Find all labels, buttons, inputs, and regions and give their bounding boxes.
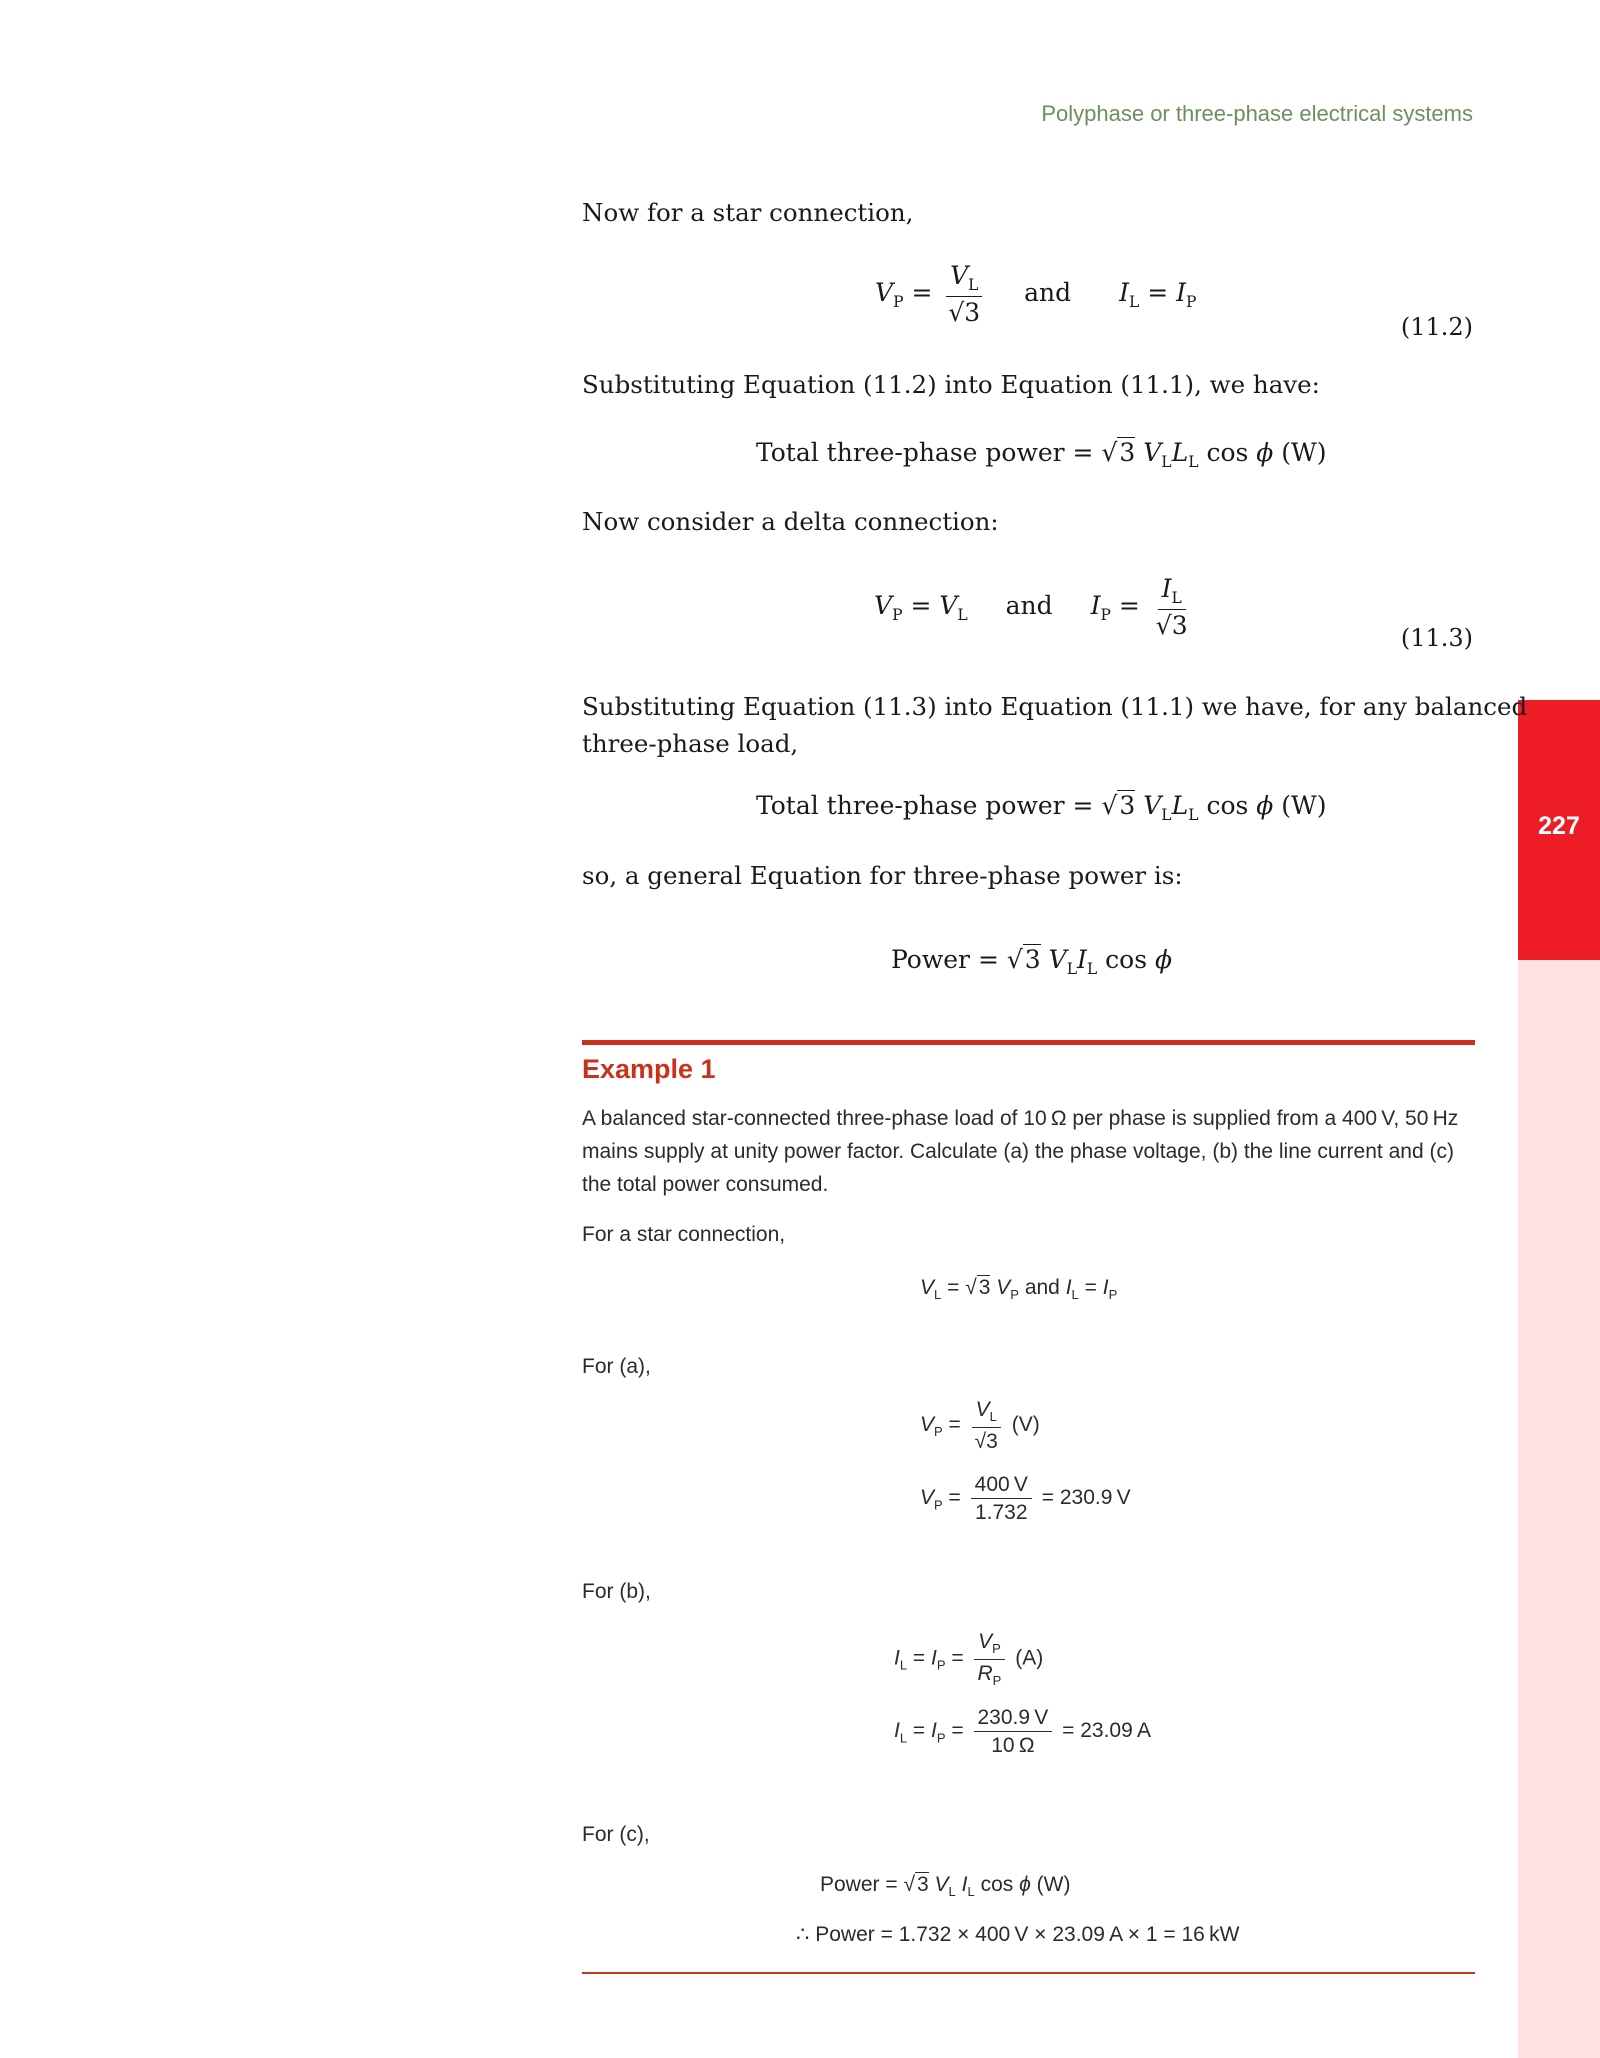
general-equation-intro: so, a general Equation for three-phase power is:	[582, 861, 1183, 890]
example-problem-line3: the total power consumed.	[582, 1173, 829, 1196]
example-vp-calculation: $V_P$ = $\frac{400 V}{1.732}$ = 230.9 V	[920, 1473, 1131, 1525]
example-power-calculation: ∴ Power = 1.732 × 400 V × 23.09 A × 1 = 16 kW	[796, 1923, 1240, 1946]
example-power-formula: Power = √3 $V_L$ $I_L$ cos ϕ (W)	[820, 1873, 1071, 1900]
example-for-c-label: For (c),	[582, 1823, 650, 1846]
example-bottom-rule	[582, 1972, 1475, 1974]
sidebar-tab-background	[1518, 960, 1600, 2058]
example-star-intro: For a star connection,	[582, 1223, 786, 1246]
equation-number-11-3: (11.3)	[1400, 624, 1473, 652]
star-intro-text: Now for a star connection,	[582, 198, 914, 227]
equation-delta-voltage-current: $V_P = V_L$ and $I_P$ = $\frac{I_L}{√3}$	[874, 574, 1188, 641]
running-header: Polyphase or three-phase electrical systems	[1041, 101, 1473, 126]
example-for-a-label: For (a),	[582, 1355, 651, 1378]
delta-intro-text: Now consider a delta connection:	[582, 507, 999, 536]
equation-star-voltage-current: $V_P$ = $\frac{V_L}{√3}$ and $I_L = I_P$	[875, 261, 1197, 328]
equation-number-11-2: (11.2)	[1400, 313, 1473, 341]
example-star-relations: $V_L = √3$ $V_P$ and $I_L = I_P$	[920, 1276, 1118, 1303]
example-problem-line1: A balanced star-connected three-phase load of 10 Ω per phase is supplied from a 400 V, 50 Hz	[582, 1107, 1459, 1130]
equation-total-power-delta: Total three-phase power = √3 $V_LL_L$ cos ϕ (W)	[756, 791, 1327, 824]
equation-total-power-star: Total three-phase power = √3 $V_LL_L$ cos ϕ (W)	[756, 438, 1327, 471]
example-il-calculation: $I_L = I_P$ = $\frac{230.9 V}{10 \Omega}$ = 23.09 A	[894, 1706, 1151, 1758]
substitution-11-2-text: Substituting Equation (11.2) into Equation (11.1), we have:	[582, 370, 1320, 399]
substitution-11-3-line1: Substituting Equation (11.3) into Equation (11.1) we have, for any balanced	[582, 692, 1528, 721]
example-problem-line2: mains supply at unity power factor. Calculate (a) the phase voltage, (b) the line current and (c)	[582, 1140, 1454, 1163]
equation-general-power: Power = √3 $V_LI_L$ cos ϕ	[891, 945, 1173, 978]
example-vp-formula: $V_P$ = $\frac{V_L}{√3}$ (V)	[920, 1398, 1040, 1453]
example-il-formula: $I_L = I_P$ = $\frac{V_P}{R_P}$ (A)	[894, 1630, 1044, 1688]
example-top-rule	[582, 1040, 1475, 1045]
example-title: Example 1	[582, 1054, 716, 1084]
substitution-11-3-line2: three-phase load,	[582, 729, 799, 758]
page-number: 227	[1538, 812, 1580, 840]
example-for-b-label: For (b),	[582, 1580, 651, 1603]
